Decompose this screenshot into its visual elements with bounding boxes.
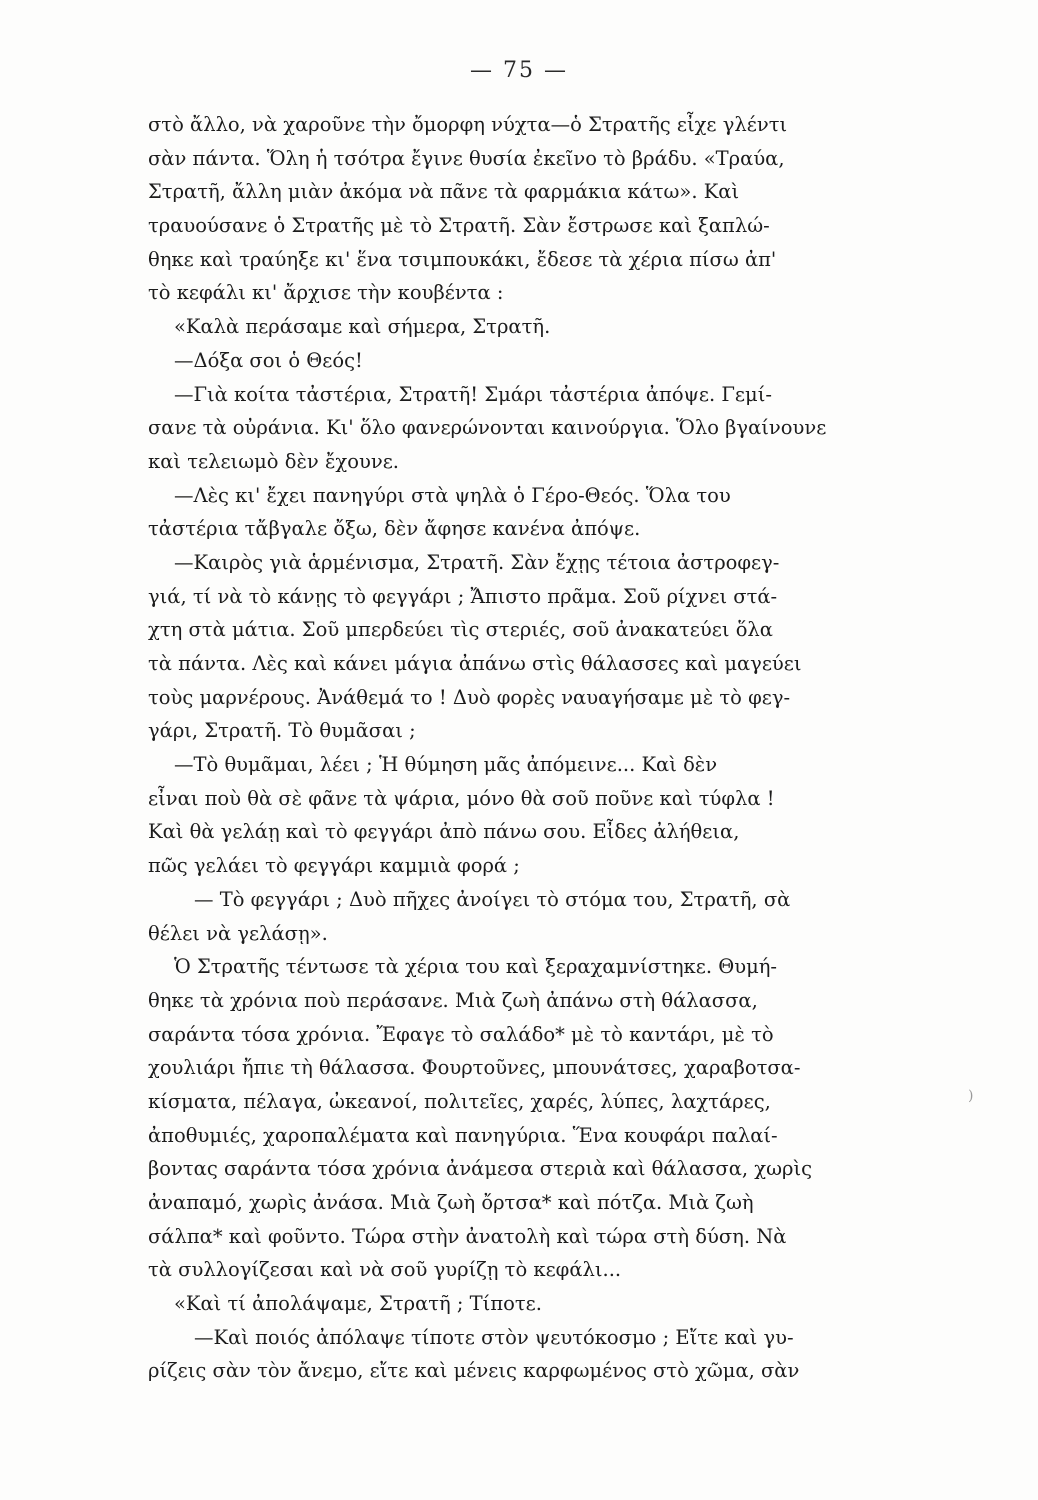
text-line: «Καλὰ περάσαμε καὶ σήμερα, Στρατῆ. <box>174 315 551 339</box>
text-line: θέλει νὰ γελάσῃ». <box>148 921 328 945</box>
text-line: Ὁ Στρατῆς τέντωσε τὰ χέρια του καὶ ξεραχαμνίστηκε. Θυμή- <box>174 955 778 979</box>
text-line: ἀναπαμό, χωρὶς ἀνάσα. Μιὰ ζωὴ ὄρτσα* καὶ πότζα. Μιὰ ζωὴ <box>148 1191 754 1214</box>
text-line: τὸ κεφάλι κι' ἄρχισε τὴν κουβέντα : <box>148 281 504 305</box>
text-line: τοὺς μαρνέρους. Ἀνάθεμά το ! Δυὸ φορὲς ναυαγήσαμε μὲ τὸ φεγ- <box>148 685 791 709</box>
text-line: — Τὸ φεγγάρι ; Δυὸ πῆχες ἀνοίγει τὸ στόμα του, Στρατῆ, σὰ <box>194 887 791 911</box>
text-line: σαράντα τόσα χρόνια. Ἔφαγε τὸ σαλάδο* μὲ τὸ καντάρι, μὲ τὸ <box>148 1022 774 1046</box>
text-line: —Λὲς κι' ἔχει πανηγύρι στὰ ψηλὰ ὁ Γέρο-Θεός. Ὅλα του <box>174 483 731 507</box>
text-line: βοντας σαράντα τόσα χρόνια ἀνάμεσα στεριὰ καὶ θάλασσα, χωρὶς <box>148 1157 813 1181</box>
text-line: τὰ πάντα. Λὲς καὶ κάνει μάγια ἀπάνω στὶς θάλασσες καὶ μαγεύει <box>148 652 802 675</box>
text-line: θηκε καὶ τραύηξε κι' ἕνα τσιμπουκάκι, ἔδεσε τὰ χέρια πίσω ἀπ' <box>148 247 777 271</box>
text-line: τἀστέρια τἄβγαλε ὄξω, δὲν ἄφησε κανένα ἀπόψε. <box>148 517 641 541</box>
text-line: —Δόξα σοι ὁ Θεός! <box>174 348 363 372</box>
text-line: —Γιὰ κοίτα τἀστέρια, Στρατῆ! Σμάρι τἀστέρια ἀπόψε. Γεμί- <box>174 382 772 406</box>
text-line: σὰν πάντα. Ὅλη ἡ τσότρα ἔγινε θυσία ἐκεῖνο τὸ βράδυ. «Τραύα, <box>148 146 785 170</box>
text-line: Στρατῆ, ἄλλη μιὰν ἀκόμα νὰ πᾶνε τὰ φαρμάκια κάτω». Καὶ <box>148 180 740 204</box>
text-line: γιά, τί νὰ τὸ κάνῃς τὸ φεγγάρι ; Ἄπιστο πρᾶμα. Σοῦ ρίχνει στά- <box>148 584 778 608</box>
text-line: τραυούσανε ὁ Στρατῆς μὲ τὸ Στρατῆ. Σὰν ἔστρωσε καὶ ξαπλώ- <box>148 214 770 238</box>
text-line: καὶ τελειωμὸ δὲν ἔχουνε. <box>148 449 399 473</box>
text-line: σάλπα* καὶ φοῦντο. Τώρα στὴν ἀνατολὴ καὶ τώρα στὴ δύση. Νὰ <box>148 1224 787 1248</box>
text-line: τὰ συλλογίζεσαι καὶ νὰ σοῦ γυρίζῃ τὸ κεφάλι... <box>148 1258 622 1282</box>
text-line: —Καιρὸς γιὰ ἁρμένισμα, Στρατῆ. Σὰν ἔχῃς τέτοια ἀστροφεγ- <box>174 550 780 574</box>
text-line: γάρι, Στρατῆ. Τὸ θυμᾶσαι ; <box>148 719 416 743</box>
text-line: Καὶ θὰ γελάῃ καὶ τὸ φεγγάρι ἀπὸ πάνω σου. Εἶδες ἀλήθεια, <box>148 820 740 844</box>
text-line: «Καὶ τί ἀπολάψαμε, Στρατῆ ; Τίποτε. <box>174 1292 542 1316</box>
text-line: εἶναι ποὺ θὰ σὲ φᾶνε τὰ ψάρια, μόνο θὰ σοῦ ποῦνε καὶ τύφλα ! <box>148 786 775 810</box>
text-line: θηκε τὰ χρόνια ποὺ περάσανε. Μιὰ ζωὴ ἀπάνω στὴ θάλασσα, <box>148 988 758 1012</box>
text-line: σανε τὰ οὐράνια. Κι' ὅλο φανερώνονται καινούργια. Ὅλο βγαίνουνε <box>148 416 827 440</box>
text-line: ρίζεις σὰν τὸν ἄνεμο, εἴτε καὶ μένεις καρφωμένος στὸ χῶμα, σὰν <box>148 1359 800 1383</box>
page-number: — 75 — <box>470 58 568 83</box>
text-line: —Τὸ θυμᾶμαι, λέει ; Ἡ θύμηση μᾶς ἀπόμεινε... Καὶ δὲν <box>174 753 718 777</box>
text-line: πῶς γελάει τὸ φεγγάρι καμμιὰ φορά ; <box>148 854 520 878</box>
text-line: στὸ ἄλλο, νὰ χαροῦνε τὴν ὄμορφη νύχτα—ὁ Στρατῆς εἶχε γλέντι <box>148 113 788 136</box>
text-line: χτη στὰ μάτια. Σοῦ μπερδεύει τὶς στεριές, σοῦ ἀνακατεύει ὅλα <box>148 618 773 642</box>
page-text <box>148 108 910 1388</box>
text-line: κίσματα, πέλαγα, ὠκεανοί, πολιτεῖες, χαρές, λύπες, λαχτάρες, <box>148 1089 771 1113</box>
text-line: χουλιάρι ἤπιε τὴ θάλασσα. Φουρτοῦνες, μπουνάτσες, χαραβοτσα- <box>148 1056 801 1080</box>
text-line: —Καὶ ποιός ἀπόλαψε τίποτε στὸν ψευτόκοσμο ; Εἴτε καὶ γυ- <box>194 1325 794 1349</box>
margin-mark: ) <box>968 1088 974 1104</box>
text-line: ἀποθυμιές, χαροπαλέματα καὶ πανηγύρια. Ἕνα κουφάρι παλαί- <box>148 1123 778 1147</box>
